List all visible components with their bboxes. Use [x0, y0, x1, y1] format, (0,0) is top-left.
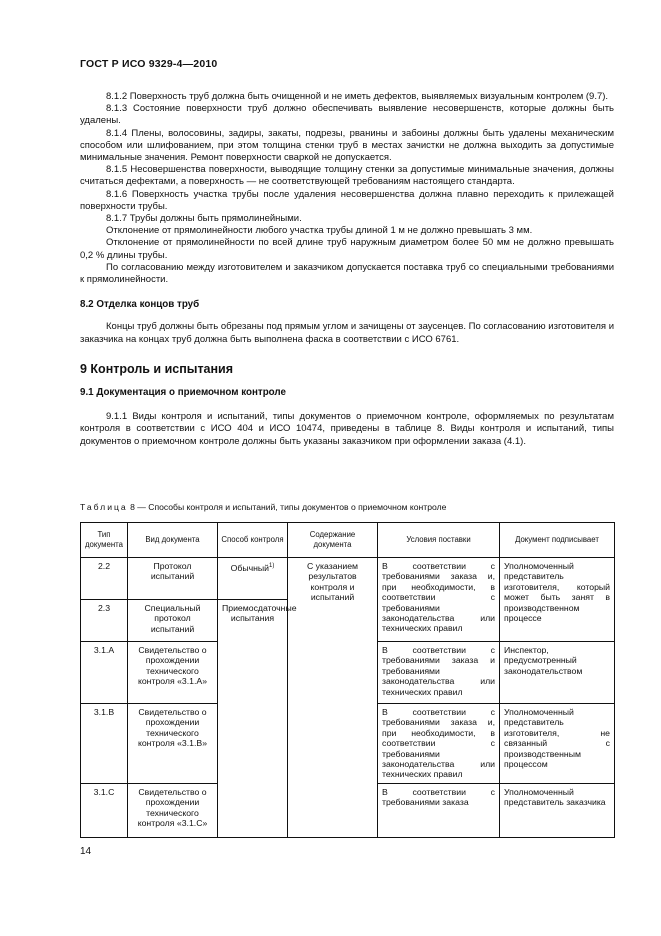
header-conditions: Условия поставки	[378, 523, 500, 558]
heading-9: 9 Контроль и испытания	[80, 361, 234, 376]
paragraph-straightness-1m: Отклонение от прямолинейности любого участка трубы длиной 1 м не должно превышать 3 мм.	[106, 225, 533, 237]
header-doc-type: Тип документа	[81, 523, 128, 558]
paragraph-8-1-3: 8.1.3 Состояние поверхности труб должно обеспечивать выявление несовершенств, которые должны быть удалены.	[80, 103, 614, 127]
heading-8-2: 8.2 Отделка концов труб	[80, 299, 200, 311]
cell-type: 2.2	[81, 558, 128, 600]
cell-conditions-3: В соответствии с требованиями заказа и, при необходимости, в соответствии с требованиями законодательства или технических правил	[378, 704, 500, 784]
header-method: Способ контроля	[218, 523, 288, 558]
cell-conditions-1: В соответствии с требованиями заказа и, при необходимости, в соответствии с требованиями законодательства или технических правил	[378, 558, 500, 642]
cell-kind: Специальный протокол испытаний	[128, 600, 218, 642]
paragraph-8-1-6: 8.1.6 Поверхность участка трубы после удаления несовершенства должна плавно переходить к прилежащей поверхности трубы.	[80, 188, 614, 212]
paragraph-8-1-4: 8.1.4 Плены, волосовины, задиры, закаты, подрезы, рванины и забоины должны быть удалены механическим способом или шлифованием, при этом толщина стенки труб в местах зачистки не должна выходить за допустимые минимальные значения. Ремонт поверхности сваркой не допускается.	[80, 127, 614, 164]
inspection-table	[80, 522, 615, 838]
cell-signer-1: Уполномоченный представитель изготовителя, который может быть занят в производственном процессе	[500, 558, 615, 642]
cell-type: 3.1.B	[81, 704, 128, 784]
cell-signer-3: Уполномоченный представитель изготовителя, не связанный с производственным процессом	[500, 704, 615, 784]
page-header: ГОСТ Р ИСО 9329-4—2010	[80, 58, 218, 70]
cell-kind: Протокол испытаний	[128, 558, 218, 600]
cell-content: С указанием результатов контроля и испытаний	[288, 558, 378, 838]
cell-kind: Свидетельство о прохождении технического контроля «3.1.В»	[128, 704, 218, 784]
table-row	[81, 558, 615, 600]
cell-method-usual	[218, 558, 288, 600]
paragraph-9-1-1: 9.1.1 Виды контроля и испытаний, типы документов о приемочном контроле, оформляемых по результатам контроля в соответствии с ИСО 404 и ИСО 10474, приведены в таблице 8. Виды контроля и испытаний, типы документов о приемочном контроле должны быть указаны заказчиком при оформлении заказа (4.1).	[80, 411, 614, 447]
paragraph-straightness-special: По согласованию между изготовителем и заказчиком допускается поставка труб со специальными требованиями к прямолинейности.	[80, 261, 614, 286]
cell-type: 3.1.C	[81, 783, 128, 837]
cell-conditions-4: В соответствии с требованиями заказа	[378, 783, 500, 837]
method-usual-text: Обычный	[230, 562, 270, 573]
document-body	[80, 91, 614, 448]
cell-kind: Свидетельство о прохождении технического контроля «3.1.С»	[128, 783, 218, 837]
cell-signer-4: Уполномоченный представитель заказчика	[500, 783, 615, 837]
paragraph-8-1-5: 8.1.5 Несовершенства поверхности, выводящие толщину стенки за допустимые минимальные значения, должны считаться дефектами, а поверхность — не соответствующей требованиям настоящего стандарта.	[80, 164, 614, 188]
heading-9-1: 9.1 Документация о приемочном контроле	[80, 387, 286, 399]
cell-kind: Свидетельство о прохождении технического контроля «3.1.А»	[128, 642, 218, 704]
table-caption-prefix: Таблица	[80, 502, 128, 512]
cell-type: 2.3	[81, 600, 128, 642]
cell-method-acceptance: Приемосдаточные испытания	[218, 600, 288, 838]
paragraph-straightness-full: Отклонение от прямолинейности по всей длине труб наружным диаметром более 50 мм не должно превышать 0,2 % длины трубы.	[80, 237, 614, 261]
page-number: 14	[80, 846, 92, 857]
paragraph-8-2: Концы труб должны быть обрезаны под прямым углом и зачищены от заусенцев. По согласованию изготовителя и заказчика на концах труб должна быть выполнена фаска в соответствии с ИСО 6761.	[80, 321, 614, 345]
cell-conditions-2: В соответствии с требованиями заказа и требованиями законодательства или технических правил	[378, 642, 500, 704]
footnote-marker: 1)	[269, 563, 275, 569]
table-caption-text: 8 — Способы контроля и испытаний, типы документов о приемочном контроле	[127, 502, 447, 512]
cell-type: 3.1.A	[81, 642, 128, 704]
header-doc-kind: Вид документа	[128, 523, 218, 558]
header-signer: Документ подписывает	[500, 523, 615, 558]
table-caption	[80, 502, 446, 512]
cell-signer-2: Инспектор, предусмотренный законодательством	[500, 642, 615, 704]
header-content: Содержание документа	[288, 523, 378, 558]
paragraph-8-1-7: 8.1.7 Трубы должны быть прямолинейными.	[106, 213, 302, 225]
table-header-row	[81, 523, 615, 558]
paragraph-8-1-2: 8.1.2 Поверхность труб должна быть очищенной и не иметь дефектов, выявляемых визуальным контролем (9.7).	[106, 91, 609, 102]
